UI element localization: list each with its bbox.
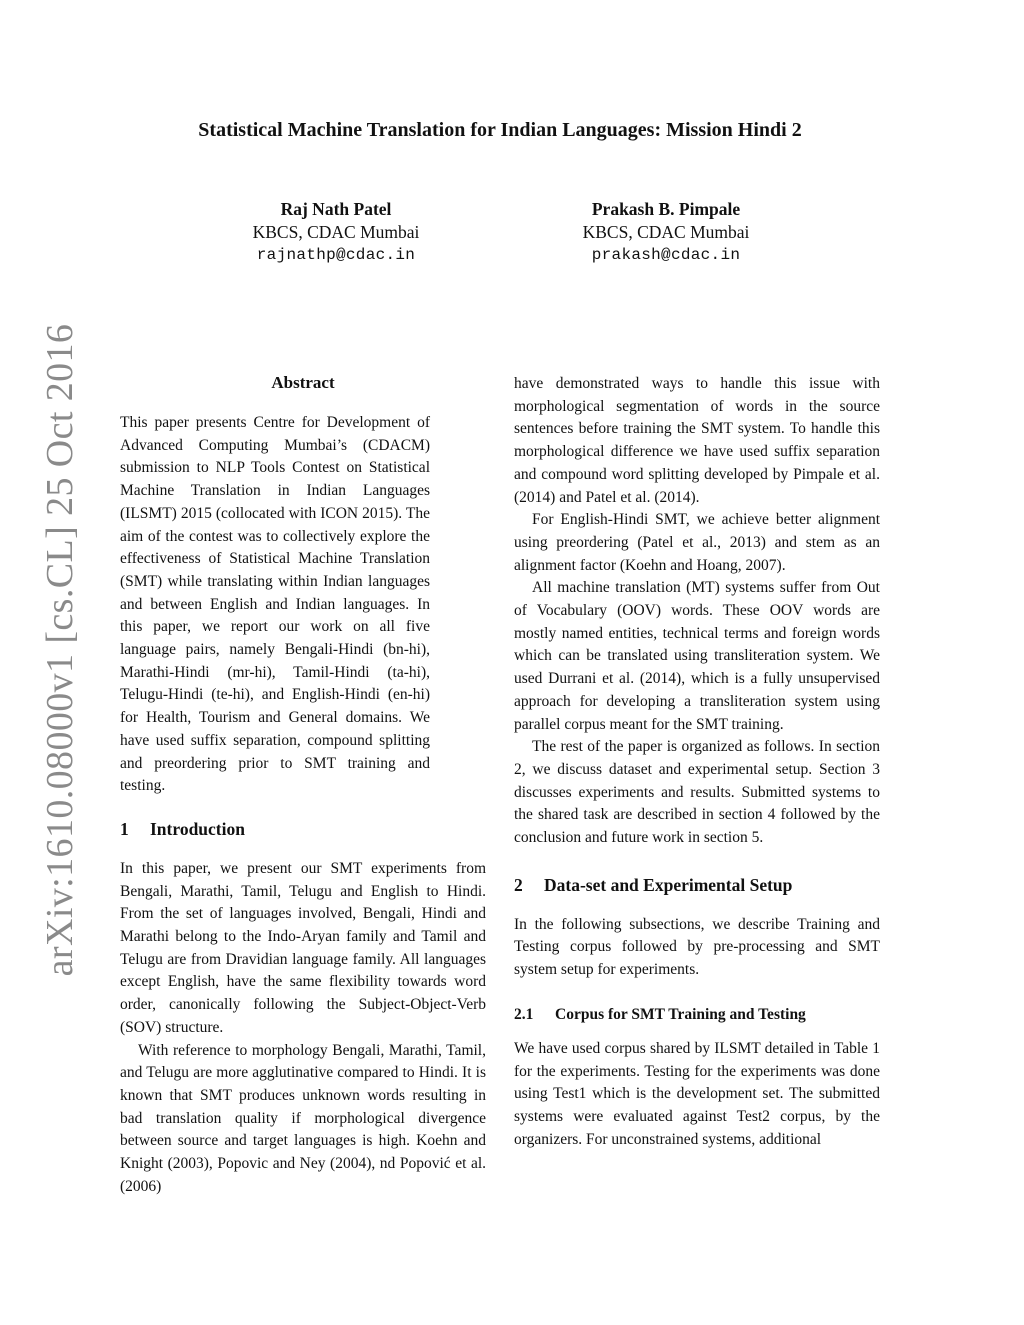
author-email: rajnathp@cdac.in: [256, 246, 416, 264]
subsection-number: 2.1: [514, 1005, 534, 1023]
paragraph: In this paper, we present our SMT experiments from Bengali, Marathi, Tamil, Telugu and English to Hindi. From the set of languages involved, Bengali, Hindi and Marathi belong to the Indo-Aryan family and Tamil and Telugu are from Dravidian language family. All languages except English, have the same flexibility towards word order, canonically following the Subject-Object-Verb (SOV) structure.: [120, 859, 486, 1036]
author-block-2: [516, 198, 816, 267]
left-column: [120, 372, 486, 1199]
paragraph: The rest of the paper is organized as follows. In section 2, we discuss dataset and experimental setup. Section 3 discusses experiments and results. Submitted systems to the shared task are described in section 4 followed by the conclusion and future work in section 5.: [514, 738, 880, 847]
author-block-1: [186, 198, 486, 267]
section-title: Data-set and Experimental Setup: [544, 874, 793, 895]
subsection-heading-corpus: [514, 1004, 880, 1026]
paragraph: In the following subsections, we describe Training and Testing corpus followed by pre-processing and SMT system setup for experiments.: [514, 915, 880, 979]
paper-title: Statistical Machine Translation for Indian Languages: Mission Hindi 2: [198, 119, 802, 141]
section-number: 1: [120, 818, 129, 839]
paragraph: With reference to morphology Bengali, Marathi, Tamil, and Telugu are more agglutinative compared to Hindi. It is known that SMT produces unknown words resulting in bad translation quality if morphological divergence between source and target languages is high. Koehn and Knight (2003), Popovic and Ney (2004), nd Popović et al. (2006): [120, 1041, 486, 1195]
section-title: Introduction: [150, 818, 245, 839]
paragraph: We have used corpus shared by ILSMT detailed in Table 1 for the experiments. Testing for the experiments was done using Test1 which is the development set. The submitted systems were evaluated against Test2 corpus, by the organizers. For unconstrained systems, additional: [514, 1039, 880, 1148]
abstract-text: This paper presents Centre for Development of Advanced Computing Mumbai’s (CDACM) submission to NLP Tools Contest on Statistical Machine Translation in Indian Languages (ILSMT) 2015 (collocated with ICON 2015). The aim of the contest was to collectively explore the effectiveness of Statistical Machine Translation (SMT) while translating within Indian languages and between English and Indian languages. In this paper, we report our work on all five language pairs, namely Bengali-Hindi (bn-hi), Marathi-Hindi (mr-hi), Tamil-Hindi (ta-hi), Telugu-Hindi (te-hi), and English-Hindi (en-hi) for Health, Tourism and General domains. We have used suffix separation, compound splitting and preordering prior to SMT training and testing.: [120, 414, 430, 795]
subsection-title: Corpus for SMT Training and Testing: [555, 1005, 806, 1023]
author-name: Raj Nath Patel: [280, 199, 392, 219]
author-affiliation: KBCS, CDAC Mumbai: [252, 222, 420, 242]
paragraph: have demonstrated ways to handle this issue with morphological segmentation of words in the source sentences before training the SMT system. To handle this morphological difference we have used suffix separation and compound word splitting developed by Pimpale et al. (2014) and Patel et al. (2014).: [514, 375, 880, 506]
section-heading-dataset: [514, 874, 880, 896]
author-name: Prakash B. Pimpale: [591, 199, 741, 219]
author-affiliation: KBCS, CDAC Mumbai: [582, 222, 750, 242]
arxiv-stamp: arXiv:1610.08000v1 [cs.CL] 25 Oct 2016: [39, 323, 81, 977]
right-column: [514, 373, 880, 1151]
abstract-heading: Abstract: [271, 373, 335, 392]
section-number: 2: [514, 874, 523, 895]
paragraph: For English-Hindi SMT, we achieve better alignment using preordering (Patel et al., 2013) and stem as an alignment factor (Koehn and Hoang, 2007).: [514, 511, 880, 574]
paragraph: All machine translation (MT) systems suffer from Out of Vocabulary (OOV) words. These OOV words are mostly named entities, technical terms and foreign words which can be translated using transliteration system. We used Durrani et al. (2014), which is a fully unsupervised approach for developing a transliteration system using parallel corpus meant for the SMT training.: [514, 579, 880, 733]
author-email: prakash@cdac.in: [591, 246, 741, 264]
section-heading-introduction: [120, 818, 486, 840]
